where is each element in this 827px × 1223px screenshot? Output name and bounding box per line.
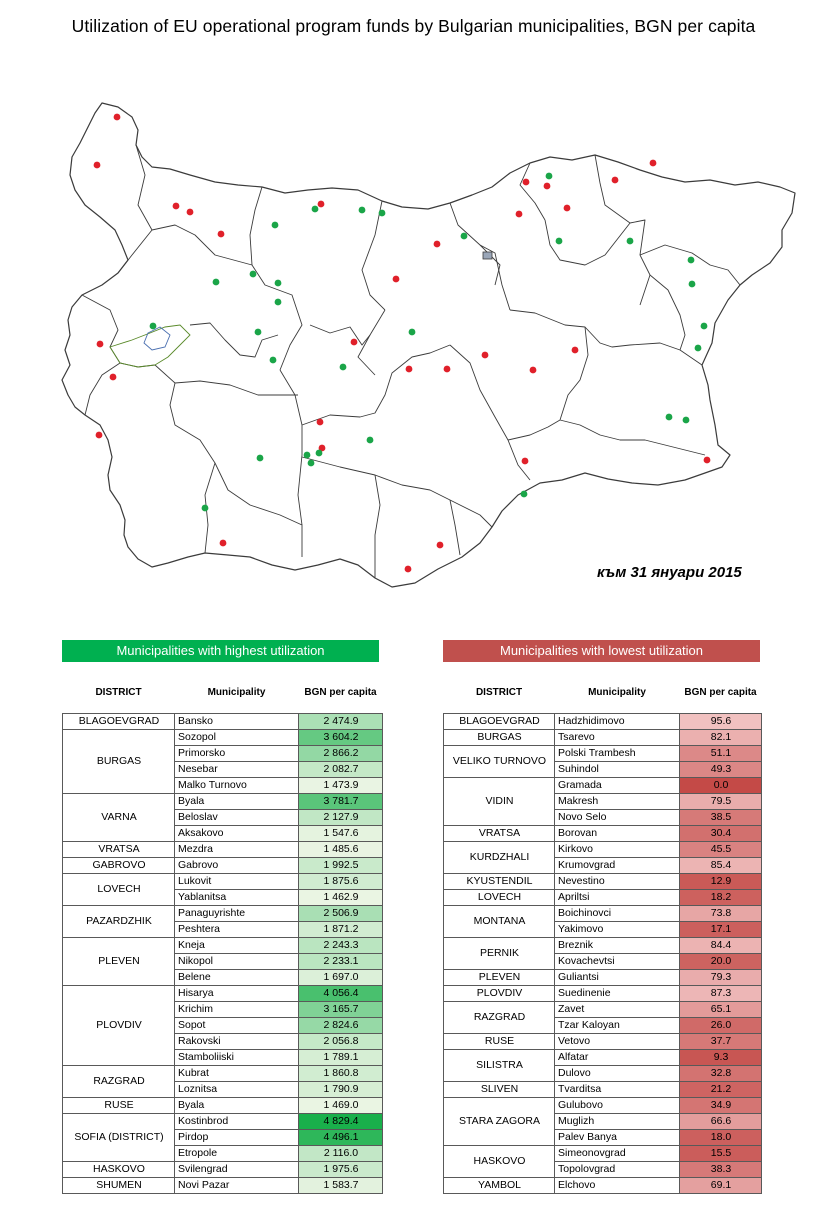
municipality-cell: Sozopol — [175, 730, 299, 746]
lowest-utilization-dot — [96, 432, 103, 439]
table-row — [444, 890, 762, 906]
value-cell: 38.3 — [680, 1162, 762, 1178]
highest-utilization-dot — [213, 279, 220, 286]
municipality-cell: Sopot — [175, 1018, 299, 1034]
value-cell: 3 781.7 — [299, 794, 383, 810]
lowest-utilization-dot — [564, 205, 571, 212]
value-cell: 1 789.1 — [299, 1050, 383, 1066]
value-cell: 84.4 — [680, 938, 762, 954]
district-cell: VRATSA — [63, 842, 175, 858]
municipality-cell: Pirdop — [175, 1130, 299, 1146]
lowest-utilization-dot — [173, 203, 180, 210]
highest-utilization-dot — [683, 417, 690, 424]
value-cell: 2 116.0 — [299, 1146, 383, 1162]
table-row — [444, 1050, 762, 1066]
table-row — [63, 1098, 383, 1114]
highest-utilization-dot — [409, 329, 416, 336]
lowest-utilization-dot — [523, 179, 530, 186]
municipality-cell: Novi Pazar — [175, 1178, 299, 1194]
municipality-cell: Nikopol — [175, 954, 299, 970]
value-cell: 2 127.9 — [299, 810, 383, 826]
municipality-cell: Alfatar — [555, 1050, 680, 1066]
table-row — [63, 1066, 383, 1082]
value-cell: 30.4 — [680, 826, 762, 842]
lowest-utilization-dot — [318, 201, 325, 208]
district-cell: LOVECH — [63, 874, 175, 906]
value-cell: 1 790.9 — [299, 1082, 383, 1098]
lowest-utilization-dot — [572, 347, 579, 354]
district-cell: SILISTRA — [444, 1050, 555, 1082]
district-cell: SHUMEN — [63, 1178, 175, 1194]
column-header-municipality: Municipality — [207, 686, 266, 698]
highest-utilization-dot — [556, 238, 563, 245]
municipality-cell: Lukovit — [175, 874, 299, 890]
municipality-cell: Borovan — [555, 826, 680, 842]
municipality-cell: Polski Trambesh — [555, 746, 680, 762]
municipality-cell: Gulubovo — [555, 1098, 680, 1114]
table-lowest-utilization — [443, 683, 762, 1194]
column-header-municipality: Municipality — [588, 686, 646, 698]
lowest-utilization-dot — [434, 241, 441, 248]
municipality-cell: Kostinbrod — [175, 1114, 299, 1130]
value-cell: 17.1 — [680, 922, 762, 938]
municipality-cell: Krichim — [175, 1002, 299, 1018]
lowest-utilization-dot — [482, 352, 489, 359]
highest-utilization-dot — [695, 345, 702, 352]
value-cell: 51.1 — [680, 746, 762, 762]
municipality-cell: Panaguyrishte — [175, 906, 299, 922]
municipality-cell: Suedinenie — [555, 986, 680, 1002]
table-row — [63, 986, 383, 1002]
municipality-cell: Nesebar — [175, 762, 299, 778]
highest-utilization-dot — [340, 364, 347, 371]
value-cell: 49.3 — [680, 762, 762, 778]
value-cell: 32.8 — [680, 1066, 762, 1082]
municipality-cell: Kovachevtsi — [555, 954, 680, 970]
municipality-cell: Muglizh — [555, 1114, 680, 1130]
value-cell: 38.5 — [680, 810, 762, 826]
value-cell: 45.5 — [680, 842, 762, 858]
lowest-utilization-dot — [650, 160, 657, 167]
value-cell: 18.2 — [680, 890, 762, 906]
sofia-city-marker — [483, 252, 492, 259]
lowest-utilization-dot — [317, 419, 324, 426]
value-cell: 1 469.0 — [299, 1098, 383, 1114]
municipality-cell: Nevestino — [555, 874, 680, 890]
municipality-cell: Byala — [175, 1098, 299, 1114]
banner-lowest-utilization: Municipalities with lowest utilization — [443, 640, 760, 662]
value-cell: 37.7 — [680, 1034, 762, 1050]
table-row — [63, 714, 383, 730]
value-cell: 2 243.3 — [299, 938, 383, 954]
value-cell: 1 473.9 — [299, 778, 383, 794]
bulgaria-map — [40, 95, 810, 600]
value-cell: 2 474.9 — [299, 714, 383, 730]
table-row — [444, 730, 762, 746]
value-cell: 3 604.2 — [299, 730, 383, 746]
table-row — [444, 1098, 762, 1114]
value-cell: 1 697.0 — [299, 970, 383, 986]
municipality-cell: Loznitsa — [175, 1082, 299, 1098]
highest-utilization-dot — [202, 505, 209, 512]
lowest-utilization-dot — [516, 211, 523, 218]
highest-utilization-dot — [270, 357, 277, 364]
municipality-cell: Byala — [175, 794, 299, 810]
value-cell: 12.9 — [680, 874, 762, 890]
district-cell: RAZGRAD — [63, 1066, 175, 1098]
municipality-cell: Kirkovo — [555, 842, 680, 858]
highest-utilization-dot — [521, 491, 528, 498]
district-cell: PLOVDIV — [63, 986, 175, 1066]
table-row — [444, 1082, 762, 1098]
district-cell: YAMBOL — [444, 1178, 555, 1194]
municipality-cell: Yakimovo — [555, 922, 680, 938]
table-row — [444, 986, 762, 1002]
municipality-cell: Dulovo — [555, 1066, 680, 1082]
value-cell: 9.3 — [680, 1050, 762, 1066]
lowest-utilization-dot — [114, 114, 121, 121]
value-cell: 15.5 — [680, 1146, 762, 1162]
table-row — [63, 938, 383, 954]
municipality-cell: Topolovgrad — [555, 1162, 680, 1178]
highest-utilization-dot — [275, 280, 282, 287]
municipality-cell: Mezdra — [175, 842, 299, 858]
country-outline — [62, 103, 795, 587]
lowest-utilization-dot — [97, 341, 104, 348]
district-cell: RAZGRAD — [444, 1002, 555, 1034]
highest-utilization-dot — [250, 271, 257, 278]
municipality-cell: Guliantsi — [555, 970, 680, 986]
value-cell: 79.5 — [680, 794, 762, 810]
value-cell: 1 485.6 — [299, 842, 383, 858]
municipality-cell: Zavet — [555, 1002, 680, 1018]
district-cell: KURDZHALI — [444, 842, 555, 874]
municipality-dots — [94, 114, 711, 573]
district-cell: BURGAS — [63, 730, 175, 794]
column-header-district: DISTRICT — [95, 686, 142, 698]
municipality-cell: Svilengrad — [175, 1162, 299, 1178]
district-borders — [82, 145, 740, 578]
value-cell: 20.0 — [680, 954, 762, 970]
value-cell: 1 462.9 — [299, 890, 383, 906]
table-row — [63, 858, 383, 874]
table-row — [63, 1114, 383, 1130]
municipality-cell: Rakovski — [175, 1034, 299, 1050]
district-cell: VELIKO TURNOVO — [444, 746, 555, 778]
municipality-cell: Simeonovgrad — [555, 1146, 680, 1162]
chart-title: Utilization of EU operational program funds by Bulgarian municipalities, BGN per capita — [71, 16, 756, 36]
table-row — [63, 874, 383, 890]
municipality-cell: Boichinovci — [555, 906, 680, 922]
municipality-cell: Beloslav — [175, 810, 299, 826]
highest-utilization-dot — [688, 257, 695, 264]
highest-utilization-dot — [272, 222, 279, 229]
region-green-outline — [110, 325, 190, 367]
municipality-cell: Tsarevo — [555, 730, 680, 746]
lowest-utilization-dot — [704, 457, 711, 464]
district-cell: HASKOVO — [63, 1162, 175, 1178]
highest-utilization-dot — [304, 452, 311, 459]
table-row — [444, 1146, 762, 1162]
municipality-cell: Breznik — [555, 938, 680, 954]
value-cell: 87.3 — [680, 986, 762, 1002]
municipality-cell: Hisarya — [175, 986, 299, 1002]
municipality-cell: Apriltsi — [555, 890, 680, 906]
table-row — [444, 1034, 762, 1050]
lowest-utilization-dot — [187, 209, 194, 216]
highest-utilization-dot — [627, 238, 634, 245]
value-cell: 2 824.6 — [299, 1018, 383, 1034]
district-cell: PLEVEN — [63, 938, 175, 986]
municipality-cell: Kubrat — [175, 1066, 299, 1082]
municipality-cell: Makresh — [555, 794, 680, 810]
municipality-cell: Novo Selo — [555, 810, 680, 826]
table-row — [63, 1178, 383, 1194]
district-cell: VIDIN — [444, 778, 555, 826]
highest-utilization-dot — [255, 329, 262, 336]
value-cell: 65.1 — [680, 1002, 762, 1018]
table-row — [444, 1178, 762, 1194]
district-cell: LOVECH — [444, 890, 555, 906]
value-cell: 85.4 — [680, 858, 762, 874]
table-row — [444, 874, 762, 890]
municipality-cell: Tvarditsa — [555, 1082, 680, 1098]
value-cell: 21.2 — [680, 1082, 762, 1098]
highest-utilization-dot — [308, 460, 315, 467]
district-cell: GABROVO — [63, 858, 175, 874]
table-row — [63, 730, 383, 746]
highest-utilization-dot — [701, 323, 708, 330]
lowest-utilization-dot — [405, 566, 412, 573]
value-cell: 34.9 — [680, 1098, 762, 1114]
municipality-cell: Stamboliiski — [175, 1050, 299, 1066]
value-cell: 69.1 — [680, 1178, 762, 1194]
district-cell: PLEVEN — [444, 970, 555, 986]
municipality-cell: Peshtera — [175, 922, 299, 938]
table-row — [444, 938, 762, 954]
table-row — [444, 778, 762, 794]
lowest-utilization-dot — [522, 458, 529, 465]
value-cell: 79.3 — [680, 970, 762, 986]
lowest-utilization-dot — [444, 366, 451, 373]
district-cell: PLOVDIV — [444, 986, 555, 1002]
table-row — [444, 826, 762, 842]
district-cell: VARNA — [63, 794, 175, 842]
table-row — [444, 842, 762, 858]
value-cell: 2 233.1 — [299, 954, 383, 970]
value-cell: 1 875.6 — [299, 874, 383, 890]
municipality-cell: Yablanitsa — [175, 890, 299, 906]
municipality-cell: Malko Turnovo — [175, 778, 299, 794]
highest-utilization-dot — [257, 455, 264, 462]
table-row — [63, 906, 383, 922]
date-note: към 31 януари 2015 — [597, 564, 742, 581]
value-cell: 4 496.1 — [299, 1130, 383, 1146]
value-cell: 2 506.9 — [299, 906, 383, 922]
highest-utilization-dot — [275, 299, 282, 306]
value-cell: 2 866.2 — [299, 746, 383, 762]
lowest-utilization-dot — [94, 162, 101, 169]
value-cell: 73.8 — [680, 906, 762, 922]
value-cell: 4 829.4 — [299, 1114, 383, 1130]
municipality-cell: Elchovo — [555, 1178, 680, 1194]
district-cell: PAZARDZHIK — [63, 906, 175, 938]
municipality-cell: Kneja — [175, 938, 299, 954]
district-cell: BLAGOEVGRAD — [63, 714, 175, 730]
highest-utilization-dot — [359, 207, 366, 214]
municipality-cell: Palev Banya — [555, 1130, 680, 1146]
value-cell: 18.0 — [680, 1130, 762, 1146]
district-cell: SOFIA (DISTRICT) — [63, 1114, 175, 1162]
district-cell: VRATSA — [444, 826, 555, 842]
table-highest-utilization — [62, 683, 383, 1194]
lowest-utilization-dot — [406, 366, 413, 373]
lowest-utilization-dot — [220, 540, 227, 547]
municipality-cell: Bansko — [175, 714, 299, 730]
table-row — [444, 714, 762, 730]
highest-utilization-dot — [379, 210, 386, 217]
district-cell: RUSE — [63, 1098, 175, 1114]
district-cell: MONTANA — [444, 906, 555, 938]
value-cell: 1 975.6 — [299, 1162, 383, 1178]
value-cell: 2 082.7 — [299, 762, 383, 778]
lowest-utilization-dot — [544, 183, 551, 190]
municipality-cell: Tzar Kaloyan — [555, 1018, 680, 1034]
district-cell: RUSE — [444, 1034, 555, 1050]
lowest-utilization-dot — [612, 177, 619, 184]
column-header-district: DISTRICT — [475, 686, 523, 698]
table-row — [444, 746, 762, 762]
lowest-utilization-dot — [351, 339, 358, 346]
municipality-cell: Gabrovo — [175, 858, 299, 874]
value-cell: 1 547.6 — [299, 826, 383, 842]
lowest-utilization-dot — [393, 276, 400, 283]
lowest-utilization-dot — [110, 374, 117, 381]
table-row — [63, 1162, 383, 1178]
table-row — [63, 842, 383, 858]
municipality-cell: Hadzhidimovo — [555, 714, 680, 730]
table-row — [444, 970, 762, 986]
district-cell: STARA ZAGORA — [444, 1098, 555, 1146]
value-cell: 4 056.4 — [299, 986, 383, 1002]
district-cell: BLAGOEVGRAD — [444, 714, 555, 730]
column-header-bgn-per-capita: BGN per capita — [304, 686, 377, 698]
municipality-cell: Suhindol — [555, 762, 680, 778]
highest-utilization-dot — [689, 281, 696, 288]
value-cell: 0.0 — [680, 778, 762, 794]
banner-highest-utilization: Municipalities with highest utilization — [62, 640, 379, 662]
value-cell: 3 165.7 — [299, 1002, 383, 1018]
value-cell: 1 860.8 — [299, 1066, 383, 1082]
lowest-utilization-dot — [530, 367, 537, 374]
table-row — [444, 1002, 762, 1018]
highest-utilization-dot — [316, 450, 323, 457]
value-cell: 1 992.5 — [299, 858, 383, 874]
table-row — [63, 794, 383, 810]
municipality-cell: Aksakovo — [175, 826, 299, 842]
value-cell: 66.6 — [680, 1114, 762, 1130]
column-header-bgn-per-capita: BGN per capita — [684, 686, 757, 698]
table-row — [444, 906, 762, 922]
lowest-utilization-dot — [437, 542, 444, 549]
highest-utilization-dot — [666, 414, 673, 421]
district-cell: HASKOVO — [444, 1146, 555, 1178]
highest-utilization-dot — [461, 233, 468, 240]
highest-utilization-dot — [367, 437, 374, 444]
highest-utilization-dot — [150, 323, 157, 330]
municipality-cell: Belene — [175, 970, 299, 986]
district-cell: PERNIK — [444, 938, 555, 970]
value-cell: 1 583.7 — [299, 1178, 383, 1194]
municipality-cell: Primorsko — [175, 746, 299, 762]
municipality-cell: Gramada — [555, 778, 680, 794]
highest-utilization-dot — [312, 206, 319, 213]
district-cell: KYUSTENDIL — [444, 874, 555, 890]
municipality-cell: Etropole — [175, 1146, 299, 1162]
value-cell: 2 056.8 — [299, 1034, 383, 1050]
district-cell: SLIVEN — [444, 1082, 555, 1098]
value-cell: 95.6 — [680, 714, 762, 730]
value-cell: 26.0 — [680, 1018, 762, 1034]
value-cell: 1 871.2 — [299, 922, 383, 938]
lowest-utilization-dot — [218, 231, 225, 238]
municipality-cell: Krumovgrad — [555, 858, 680, 874]
municipality-cell: Vetovo — [555, 1034, 680, 1050]
highest-utilization-dot — [546, 173, 553, 180]
district-cell: BURGAS — [444, 730, 555, 746]
value-cell: 82.1 — [680, 730, 762, 746]
